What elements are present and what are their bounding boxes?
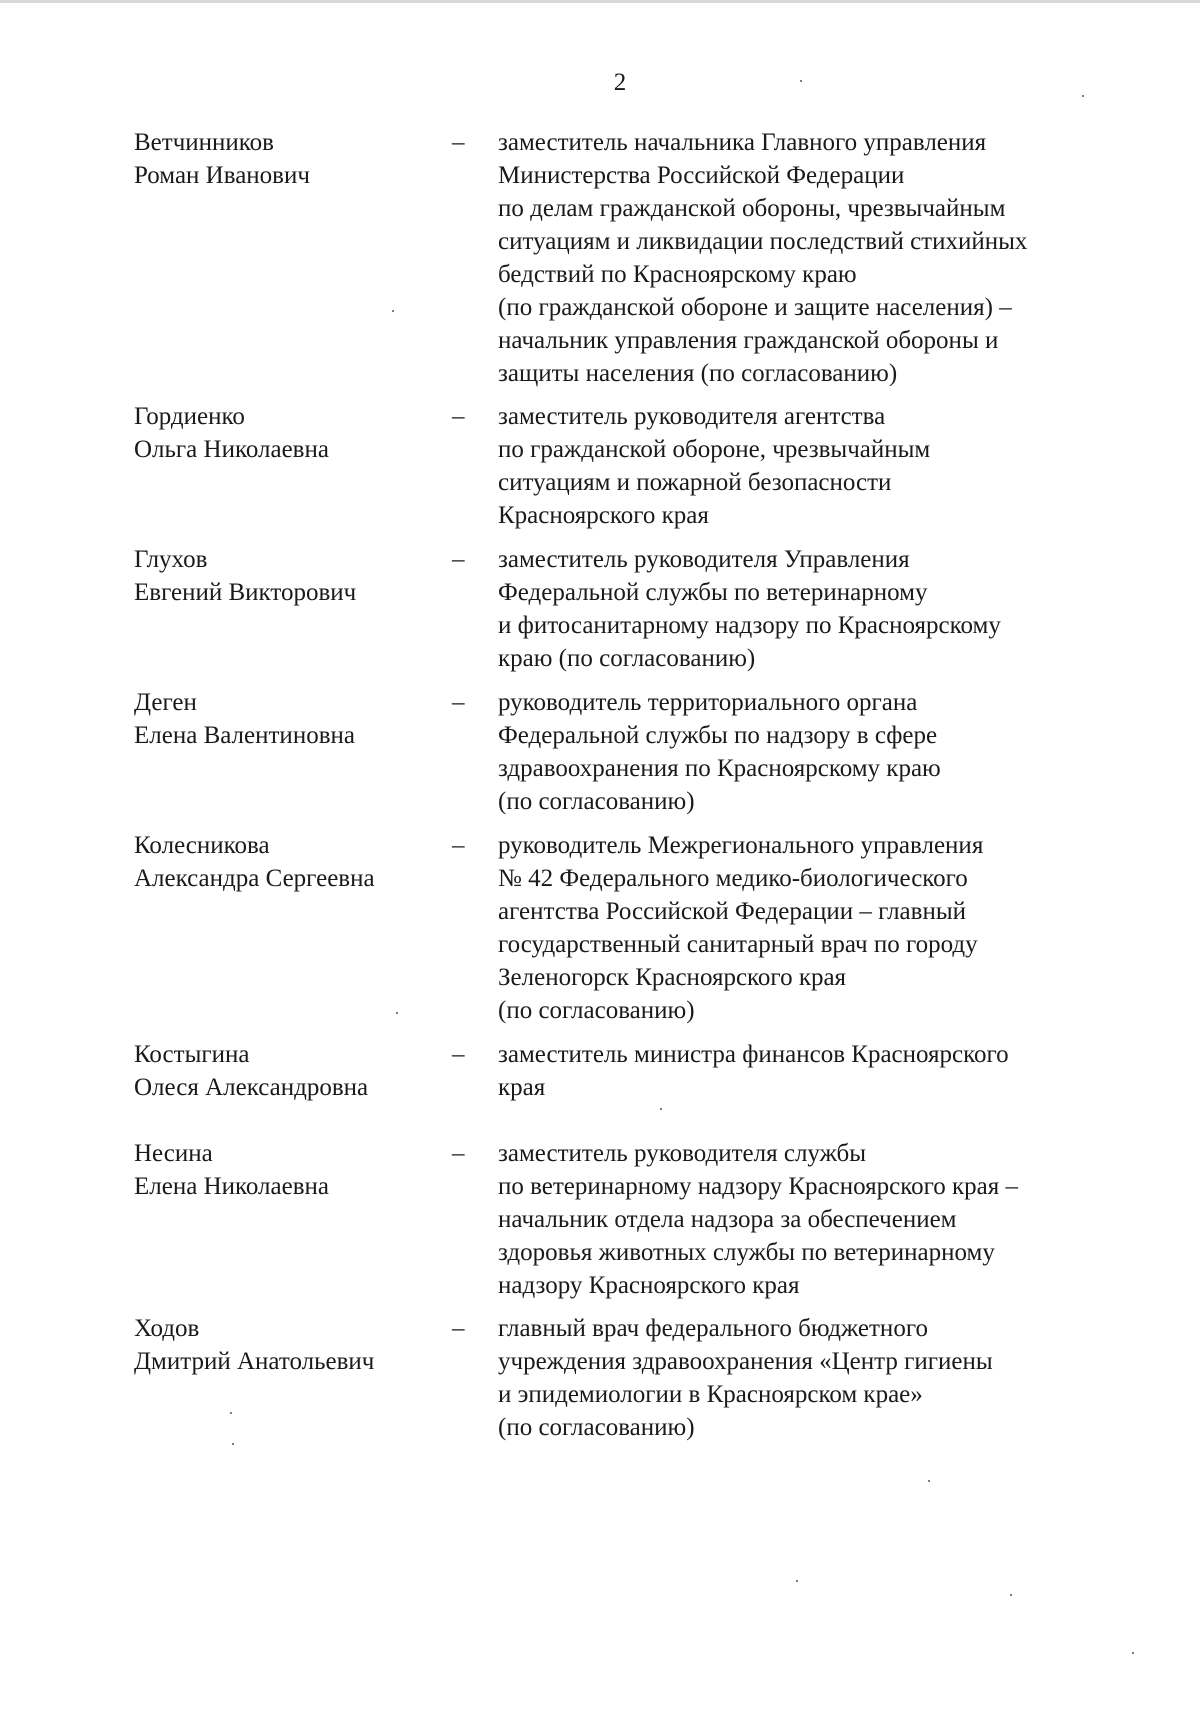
- scan-speck: [660, 1108, 662, 1110]
- member-name: [134, 543, 434, 609]
- scan-speck: [800, 80, 802, 82]
- role-line: учреждения здравоохранения «Центр гигиены: [498, 1348, 993, 1375]
- role-line: (по согласованию): [498, 788, 695, 815]
- role-line: заместитель министра финансов Красноярского: [498, 1041, 1009, 1068]
- separator-dash: –: [452, 689, 465, 716]
- member-given-names: Елена Валентиновна: [134, 722, 355, 749]
- member-name: [134, 126, 434, 192]
- member-given-names: Роман Иванович: [134, 162, 310, 189]
- role-line: (по согласованию): [498, 997, 695, 1024]
- scan-speck: [1010, 1594, 1012, 1596]
- member-role: [498, 1038, 1118, 1104]
- member-name: [134, 829, 434, 895]
- page-number: 2: [613, 69, 627, 96]
- role-line: (по согласованию): [498, 1414, 695, 1441]
- role-line: по делам гражданской обороны, чрезвычайным: [498, 195, 1006, 222]
- role-line: Зеленогорск Красноярского края: [498, 964, 847, 991]
- member-role: [498, 126, 1118, 390]
- scan-speck: [1132, 1652, 1134, 1654]
- member-surname: Ходов: [134, 1315, 200, 1342]
- role-line: начальник управления гражданской обороны и: [498, 327, 999, 354]
- scan-speck: [1082, 95, 1084, 97]
- scan-speck: [232, 1443, 234, 1445]
- separator-dash: –: [452, 546, 465, 573]
- scan-speck: [230, 1412, 232, 1414]
- role-line: Федеральной службы по ветеринарному: [498, 579, 928, 606]
- role-line: края: [498, 1074, 546, 1101]
- role-line: по гражданской обороне, чрезвычайным: [498, 436, 931, 463]
- separator-dash: –: [452, 1140, 465, 1167]
- role-line: руководитель территориального органа: [498, 689, 918, 716]
- role-line: защиты населения (по согласованию): [498, 360, 898, 387]
- separator-dash: –: [452, 1041, 465, 1068]
- role-line: заместитель руководителя Управления: [498, 546, 910, 573]
- role-line: ситуациям и пожарной безопасности: [498, 469, 892, 496]
- role-line: здравоохранения по Красноярскому краю: [498, 755, 941, 782]
- role-line: краю (по согласованию): [498, 645, 756, 672]
- role-line: № 42 Федерального медико-биологического: [498, 865, 968, 892]
- member-role: [498, 400, 1118, 532]
- member-role: [498, 1137, 1118, 1302]
- member-given-names: Олеся Александровна: [134, 1074, 369, 1101]
- member-given-names: Дмитрий Анатольевич: [134, 1348, 375, 1375]
- member-surname: Костыгина: [134, 1041, 250, 1068]
- member-surname: Ветчинников: [134, 129, 274, 156]
- scan-speck: [796, 1580, 798, 1582]
- role-line: заместитель руководителя службы: [498, 1140, 867, 1167]
- member-given-names: Александра Сергеевна: [134, 865, 375, 892]
- member-name: [134, 1312, 434, 1378]
- role-line: заместитель руководителя агентства: [498, 403, 886, 430]
- member-given-names: Евгений Викторович: [134, 579, 357, 606]
- member-surname: Глухов: [134, 546, 208, 573]
- member-role: [498, 686, 1118, 818]
- role-line: по ветеринарному надзору Красноярского края –: [498, 1173, 1018, 1200]
- role-line: государственный санитарный врач по городу: [498, 931, 978, 958]
- member-surname: Деген: [134, 689, 197, 716]
- role-line: здоровья животных службы по ветеринарному: [498, 1239, 995, 1266]
- member-given-names: Елена Николаевна: [134, 1173, 329, 1200]
- role-line: главный врач федерального бюджетного: [498, 1315, 928, 1342]
- member-name: [134, 1137, 434, 1203]
- scan-speck: [392, 310, 394, 312]
- role-line: ситуациям и ликвидации последствий стихийных: [498, 228, 1028, 255]
- role-line: Министерства Российской Федерации: [498, 162, 905, 189]
- separator-dash: –: [452, 832, 465, 859]
- role-line: бедствий по Красноярскому краю: [498, 261, 857, 288]
- separator-dash: –: [452, 1315, 465, 1342]
- member-name: [134, 400, 434, 466]
- separator-dash: –: [452, 403, 465, 430]
- member-surname: Гордиенко: [134, 403, 245, 430]
- member-surname: Несина: [134, 1140, 213, 1167]
- member-role: [498, 829, 1118, 1027]
- role-line: надзору Красноярского края: [498, 1272, 800, 1299]
- scan-speck: [928, 1480, 930, 1482]
- member-surname: Колесникова: [134, 832, 270, 859]
- role-line: Федеральной службы по надзору в сфере: [498, 722, 938, 749]
- member-name: [134, 686, 434, 752]
- member-role: [498, 543, 1118, 675]
- role-line: и фитосанитарному надзору по Красноярскому: [498, 612, 1001, 639]
- role-line: (по гражданской обороне и защите населения) –: [498, 294, 1012, 321]
- member-name: [134, 1038, 434, 1104]
- role-line: начальник отдела надзора за обеспечением: [498, 1206, 957, 1233]
- member-role: [498, 1312, 1118, 1444]
- role-line: и эпидемиологии в Красноярском крае»: [498, 1381, 923, 1408]
- separator-dash: –: [452, 129, 465, 156]
- scan-speck: [396, 1012, 398, 1014]
- role-line: руководитель Межрегионального управления: [498, 832, 984, 859]
- role-line: агентства Российской Федерации – главный: [498, 898, 967, 925]
- member-given-names: Ольга Николаевна: [134, 436, 329, 463]
- role-line: Красноярского края: [498, 502, 709, 529]
- role-line: заместитель начальника Главного управления: [498, 129, 987, 156]
